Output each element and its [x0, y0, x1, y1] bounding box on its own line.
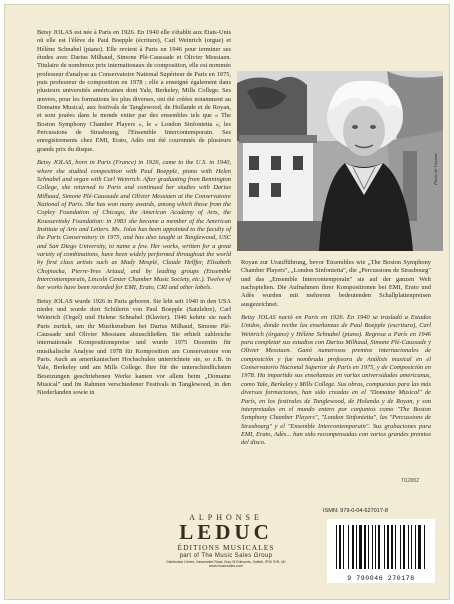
- biography-french: Betsy JOLAS est née à Paris en 1926. En 1940 elle s'établit aux Etats-Unis où elle est l'élève de Paul Boepple (écriture), Carl Weinrich (orgue) et Hélène Schnabel (piano). Elle revient à Paris en 1946 pour terminer ses études avec Darius Milhaud, Simone Plé-Caussade et Olivier Messiaen. Titulaire de nombreux prix internationaux de composition, elle est nommée professeur d'analyse au Conservatoire National Supérieur de Paris en 1975, puis professeur de composition en 1978 ; elle a enseigné également dans plusieurs universités américaines dont Yale, Berkeley, Mills College. Ses œuvres, pour les formations les plus diverses, ont été créées notamment au Domaine Musical, aux festivals de Tanglewood, de Hollande et de Royan, et sont jouées dans le monde entier par des ensembles tels que « The Boston Symphony Chamber Players », le « London Sinfonietta », les Percussions de Strasbourg, l'Ensemble Intercontemporain. Ses enregistrements chez EMI, Erato, Adès ont été couronnés de plusieurs grands prix du disque.: [37, 29, 231, 153]
- barcode-bar: [403, 525, 405, 569]
- barcode-bar: [395, 525, 396, 569]
- back-cover: [4, 4, 450, 600]
- right-column: [241, 259, 431, 453]
- barcode-bar: [391, 525, 393, 569]
- barcode-bar: [348, 525, 349, 569]
- barcode-bar: [415, 525, 416, 569]
- barcode-bar: [384, 525, 385, 569]
- barcode-bar: [356, 525, 357, 569]
- left-column: [37, 29, 231, 403]
- barcode-bar: [424, 525, 425, 569]
- barcode-bar: [352, 525, 354, 569]
- barcode-bar: [400, 525, 401, 569]
- biography-german-continued: Royan zur Uraufführung, bevor Ensembles wie „The Boston Symphony Chamber Players", „London Sinfonietta", die „Percussions de Strasbourg" und das „Ensemble Intercontemporain" sie auf der ganzen Welt nachspielten. Die Aufnahmen ihrer Kompositionen bei EMI, Erato und Adès wurden mit mehreren bedeutenden Schallplattenpreisen ausgezeichnet.: [241, 259, 431, 308]
- biography-english: Betsy JOLAS, born in Paris (France) in 1926, came to the U.S. in 1940, where she studied composition with Paul Boepple, piano with Helen Schnabel and organ with Carl Weinrich. After graduating from Bennington College, she returned to Paris and continued her studies with Darius Milhaud, Simone Plé-Caussade and Olivier Messiaen at the Conservatoire National of Paris. She has won many awards, among which those from the Copley Foundation of Chicago, the American Academy of Arts, the Koussevitsky Foundation: in 1983 she became a member of the American Institute of Arts and Letters. Ms. Jolas has been appointed to the faculty of the Paris Conservatory in 1975, and has also taught at Tanglewood, USC and San Diego University, to name a few. Her works, written for a great variety of combinations, have been widely performed throughout the world by first class artists such as Mady Mesplé, Claude Helffer, Elisabeth Chojnacka, Pierre-Yves Artaud, and by leading groups (Ensemble Intercontemporain, Lincoln Center Chamber Music Society, etc.). Twelve of her works have been recorded for EMI, Erato, CRI and other labels.: [37, 159, 231, 292]
- barcode-bars: [327, 519, 435, 575]
- publisher-name-first: ALPHONSE: [189, 513, 263, 522]
- barcode-bar: [411, 525, 412, 569]
- print-code: 7/12002: [400, 478, 419, 484]
- photo-credit: Photo de l'auteur: [433, 153, 438, 185]
- barcode: [327, 519, 435, 583]
- barcode-bar: [343, 525, 344, 569]
- publisher-website: www.musicsales.com: [208, 564, 244, 569]
- publisher-logo: [131, 513, 321, 569]
- composer-photo: [237, 71, 443, 251]
- barcode-bar: [408, 525, 409, 569]
- barcode-bar: [372, 525, 373, 569]
- publisher-group: part of The Music Sales Group: [179, 553, 273, 559]
- barcode-bar: [378, 525, 380, 569]
- biography-spanish: Betsy JOLAS nació en Paris en 1926. En 1940 se trasladó a Estados Unidos, donde recibe las enseñanzas de Paul Boepple (escritura), Carl Weinrich (órgano) y Hélène Schnabel (piano). Regresa a París en 1946 para completar sus estudios con Darius Milhaud, Simone Plé-Caussade y Olivier Messiaen. Ganó numerosos premios internacionales de composición y fue nombrada profesora de Análisis musical en el Conservatorio Nacional Superior de París en 1975, y de Composición en 1978. Ha impartido sus enseñanzas en varias universidades americanas, como Yale, Berkeley y Mills College. Sus obras, compuestas para las más diversas formaciones, han sido creadas en el "Domaine Musical" de París, en los festivales de Tanglewood, de Holanda y de Royan, y son interpretadas en el mundo entero por conjuntos como "The Boston Symphony Chamber Players", "London Sinfonietta", las "Percussions de Strasbourg" y el "Ensemble Intercontemporain". Sus grabaciones para EMI, Erato, Adès... han sido recompensadas con varios grandes premios del disco.: [241, 314, 431, 447]
- barcode-bar: [339, 525, 341, 569]
- publisher-address: Distribution Centre, Newmarket Road, Bury St Edmunds, Suffolk, IP33 3YB, UK: [166, 560, 286, 564]
- publisher-subtitle: ÉDITIONS MUSICALES: [177, 543, 275, 552]
- barcode-bar: [359, 525, 362, 569]
- barcode-bar: [387, 525, 389, 569]
- biography-german: Betsy JOLAS wurde 1926 in Paris geboren. Sie lebt seit 1940 in den USA nieder und wurde dort Schülerin von Paul Boepple (Satzlehre), Carl Weinrich (Orgel) und Helene Schnabel (Klavier). 1946 kehrte sie nach Paris zurück, um ihr Musikstudium bei Darius Milhaud, Simone Plé-Caussade und Olivier Messiaen abzuschließen. Sie erhielt zahlreiche internationale Kompositionspreise und wurde 1975 Dozentin für musikalische Analyse und 1978 für Komposition am Conservatoire von Paris. Auch an amerikanischen Hochschulen unterrichtete sie, so z.B. in Yale, Berkeley und am Mills College. Ihre für die unterschiedlichsten Besetzungen geschriebenen Werke kamen vor allem beim „Domaine Musical" und im Rahmen verschiedener Festivals in Tanglewood, in den Niederlanden sowie in: [37, 297, 231, 397]
- barcode-bar: [364, 525, 366, 569]
- barcode-bar: [375, 525, 376, 569]
- ismn-number: ISMN: 979-0-04-627017-8: [323, 508, 388, 514]
- publisher-name-main: LEDUC: [179, 520, 273, 544]
- barcode-digits: 9 790046 270178: [347, 575, 415, 582]
- barcode-bar: [368, 525, 369, 569]
- barcode-bar: [418, 525, 421, 569]
- barcode-bar: [336, 525, 337, 569]
